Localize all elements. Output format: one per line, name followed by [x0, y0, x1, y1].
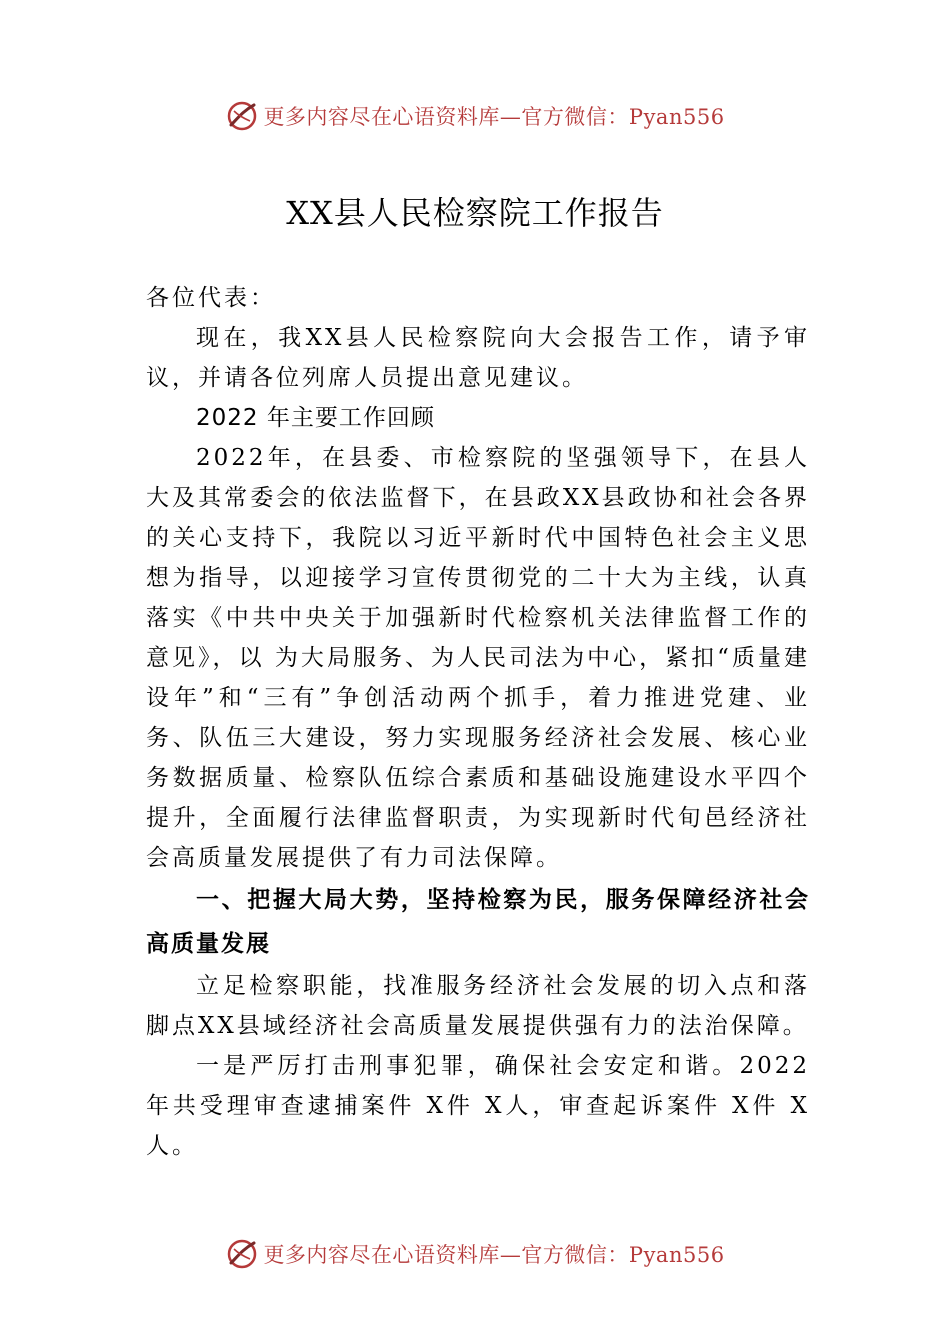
brush-logo-icon: [225, 99, 259, 133]
brush-logo-icon: [225, 1237, 259, 1271]
footer-banner: [0, 1234, 950, 1274]
review-paragraph: 2022年，在县委、市检察院的坚强领导下，在县人大及其常委会的依法监督下，在县政XX县政协和社会各界的关心支持下，我院以习近平新时代中国特色社会主义思想为指导，以迎接学习宣传贯彻党的二十大为主线，认真落实《中共中央关于加强新时代检察机关法律监督工作的意见》，以 为大局服务、为人民司法为中心，紧扣“质量建设年”和“三有”争创活动两个抓手，着力推进党建、业务、队伍三大建设，努力实现服务经济社会发展、核心业务数据质量、检察队伍综合素质和基础设施建设水平四个提升，全面履行法律监督职责，为实现新时代旬邑经济社会高质量发展提供了有力司法保障。: [146, 445, 810, 871]
page-title: XX县人民检察院工作报告: [286, 194, 664, 232]
section-heading: 2022 年主要工作回顾: [196, 405, 435, 431]
heading-one: 一、把握大局大势，坚持检察为民，服务保障经济社会高质量发展: [146, 887, 810, 957]
banner-text: 更多内容尽在心语资料库—官方微信：Pyan556: [263, 1243, 725, 1267]
intro-paragraph: 现在，我XX县人民检察院向大会报告工作，请予审议，并请各位列席人员提出意见建议。: [146, 325, 810, 391]
paragraph-two: 一是严厉打击刑事犯罪，确保社会安定和谐。2022年共受理审查逮捕案件 X件 X人，审查起诉案件 X件 X人。: [146, 1053, 810, 1159]
banner-text: 更多内容尽在心语资料库—官方微信：Pyan556: [263, 105, 725, 129]
document-body: [146, 278, 810, 1166]
paragraph-one: 立足检察职能，找准服务经济社会发展的切入点和落脚点XX县域经济社会高质量发展提供强有力的法治保障。: [146, 973, 810, 1039]
salutation: 各位代表：: [146, 285, 276, 311]
header-banner: [0, 96, 950, 136]
